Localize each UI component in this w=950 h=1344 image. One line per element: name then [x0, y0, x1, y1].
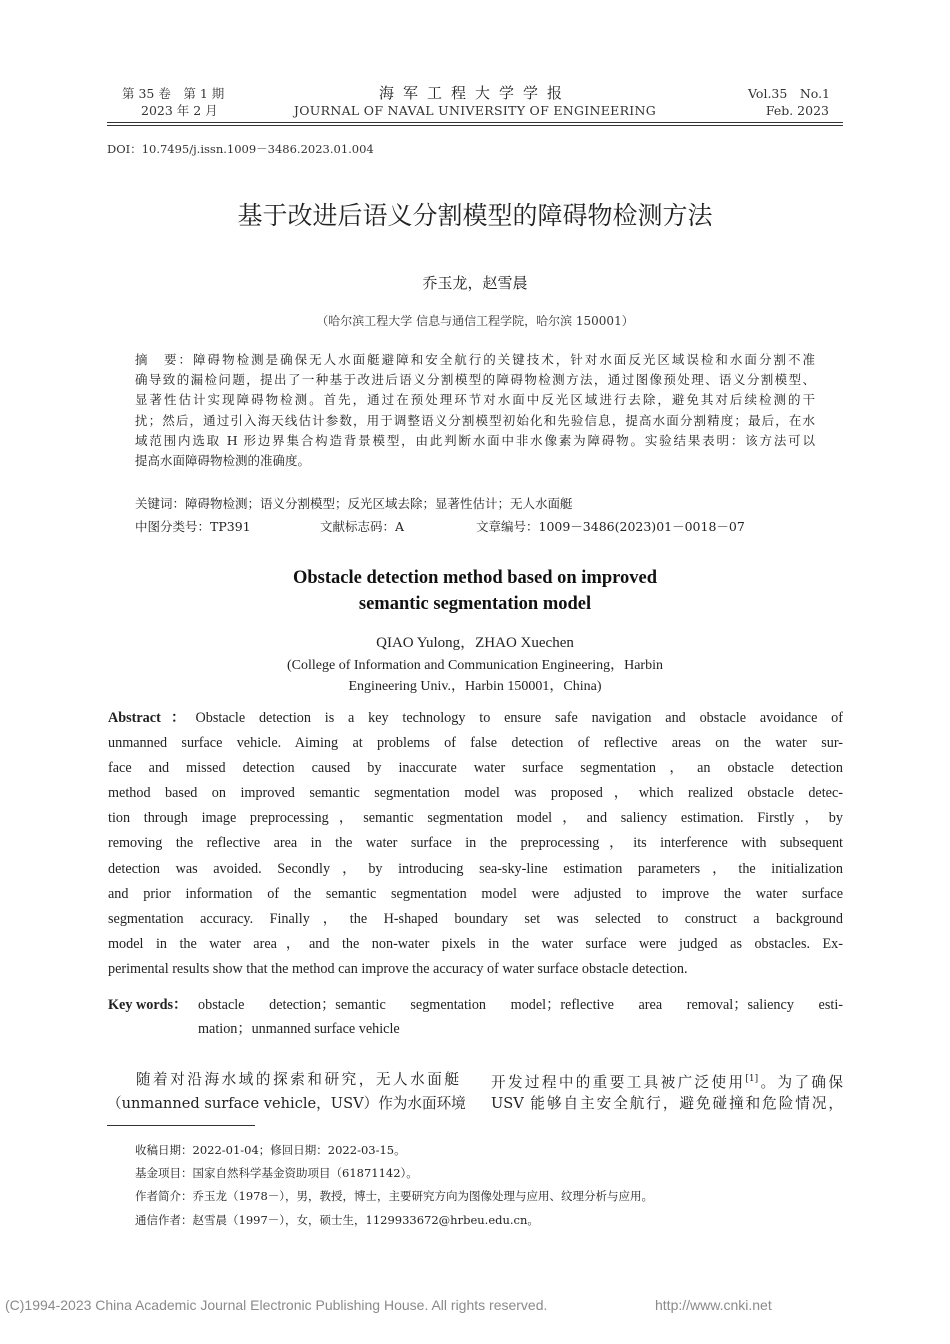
copyright-notice: (C)1994-2023 China Academic Journal Electronic Publishing House. All rights reserved. — [5, 1297, 548, 1313]
keywords-en-line1: obstacle detection；semantic segmentation model；reflective area removal；saliency esti- — [198, 997, 843, 1013]
abstract-en — [108, 706, 843, 982]
volume-issue-en: Vol.35 No.1 — [748, 86, 830, 101]
abstract-en-label: Abstract — [108, 710, 161, 726]
journal-name-cn: 海军工程大学学报 — [378, 84, 571, 102]
paper-title-en-line2: semantic segmentation model — [358, 594, 592, 614]
paper-title-cn: 基于改进后语义分割模型的障碍物检测方法 — [237, 201, 713, 230]
volume-issue: 第 35 卷 第 1 期 — [122, 86, 225, 101]
abstract-cn-line: 扰；然后，通过引入海天线估计参数，用于调整语义分割模型初始化和先验信息，提高水面分割精度；最后，在水 — [135, 412, 815, 428]
footnote-fund: 基金项目：国家自然科学基金资助项目（61871142）。 — [135, 1166, 418, 1180]
abstract-cn-line: 提高水面障碍物检测的准确度。 — [135, 452, 311, 468]
document-code: 文献标志码：A — [320, 519, 405, 534]
affiliation-en-line2: Engineering Univ.，Harbin 150001，China) — [348, 679, 602, 694]
abstract-en-line: tion through image preprocessing，semantic segmentation model，and saliency estimation. Firstly，by — [108, 810, 843, 827]
abstract-en-line: model in the water area，and the non-water pixels in the water surface were judged as obstacles. Ex- — [108, 935, 843, 952]
authors-en: QIAO Yulong，ZHAO Xuechen — [376, 635, 574, 651]
abstract-en-line: unmanned surface vehicle. Aiming at problems of false detection of reflective areas on the water sur- — [108, 735, 843, 752]
footnote-rule — [107, 1125, 255, 1126]
header-rule-top — [107, 122, 843, 123]
citation-ref[interactable]: [1] — [745, 1074, 759, 1084]
keywords-en-line2: mation；unmanned surface vehicle — [198, 1021, 400, 1037]
keywords-cn-text: 障碍物检测；语义分割模型；反光区域去除；显著性估计；无人水面艇 — [185, 496, 573, 511]
body-right-line1: 开发过程中的重要工具被广泛使用[1]。为了确保 — [491, 1073, 843, 1091]
footnote-corresponding: 通信作者：赵雪晨（1997－），女，硕士生，1129933672@hrbeu.edu.cn。 — [135, 1213, 539, 1227]
abstract-en-line: segmentation accuracy. Finally，the H-shaped boundary set was selected to construct a background — [108, 910, 843, 927]
clc-number: 中图分类号：TP391 — [135, 519, 251, 534]
abstract-en-line: perimental results show that the method can improve the accuracy of water surface obstacle detection. — [108, 960, 688, 977]
cnki-url[interactable]: http://www.cnki.net — [655, 1297, 772, 1313]
keywords-cn-label: 关键词： — [135, 496, 186, 511]
body-left-line2: （unmanned surface vehicle，USV）作为水面环境 — [107, 1094, 466, 1112]
abstract-cn-label: 摘 要： — [135, 352, 194, 367]
abstract-en-line: removing the reflective area in the water surface in the preprocessing，its interference with subsequent — [108, 835, 843, 852]
abstract-en-line: and prior information of the semantic segmentation model were adjusted to improve the water surface — [108, 885, 843, 902]
abstract-cn — [135, 350, 815, 471]
header-rule-bottom — [107, 125, 843, 126]
keywords-en — [108, 993, 843, 1043]
affiliation-en-line1: (College of Information and Communication Engineering，Harbin — [287, 658, 663, 673]
footnote-author: 作者简介：乔玉龙（1978－），男，教授，博士，主要研究方向为图像处理与应用、纹理分析与应用。 — [135, 1189, 654, 1203]
doi[interactable]: DOI：10.7495/j.issn.1009－3486.2023.01.004 — [107, 142, 374, 156]
keywords-en-label-wrap: Key words： — [108, 997, 188, 1013]
abstract-en-line: face and missed detection caused by inaccurate water surface segmentation，an obstacle detection — [108, 760, 843, 777]
abstract-cn-line: 确导致的漏检问题，提出了一种基于改进后语义分割模型的障碍物检测方法，通过图像预处理、语义分割模型、 — [135, 372, 815, 388]
issue-date: 2023 年 2 月 — [141, 103, 218, 118]
abstract-cn-line: 显著性估计实现障碍物检测。首先，通过在预处理环节对水面中反光区域进行去除，避免其对后续检测的干 — [135, 392, 815, 408]
keywords-cn — [135, 494, 573, 512]
keywords-en-label: Key words — [108, 997, 174, 1013]
paper-title-en-line1: Obstacle detection method based on improved — [292, 568, 657, 588]
body-left-line1: 随着对沿海水域的探索和研究，无人水面艇 — [136, 1071, 459, 1088]
body-column-right — [491, 1068, 843, 1115]
abstract-cn-line: 域范围内选取 H 形边界集合构造背景模型，由此判断水面中非水像素为障碍物。实验结果表明：该方法可以 — [135, 432, 815, 448]
abstract-en-line: detection was avoided. Secondly，by introducing sea-sky-line estimation parameters，the initialization — [108, 860, 843, 877]
journal-name-en: JOURNAL OF NAVAL UNIVERSITY OF ENGINEERING — [293, 103, 657, 118]
body-right-line2: USV 能够自主安全航行，避免碰撞和危险情况， — [491, 1094, 843, 1112]
abstract-en-line: Abstract：Obstacle detection is a key technology to ensure safe navigation and obstacle avoidance of — [108, 710, 843, 726]
authors-cn: 乔玉龙，赵雪晨 — [422, 274, 528, 292]
footnote-received: 收稿日期：2022-01-04；修回日期：2022-03-15。 — [135, 1143, 406, 1157]
issue-date-en: Feb. 2023 — [765, 103, 829, 118]
article-number: 文章编号：1009－3486(2023)01－0018－07 — [476, 519, 745, 534]
body-column-left — [107, 1068, 466, 1115]
abstract-en-line: method based on improved semantic segmentation model was proposed，which realized obstacle detec- — [108, 785, 843, 802]
abstract-cn-line: 摘 要：障碍物检测是确保无人水面艇避障和安全航行的关键技术，针对水面反光区域误检和水面分割不准 — [135, 352, 815, 367]
affiliation-cn: （哈尔滨工程大学 信息与通信工程学院，哈尔滨 150001） — [316, 314, 634, 328]
